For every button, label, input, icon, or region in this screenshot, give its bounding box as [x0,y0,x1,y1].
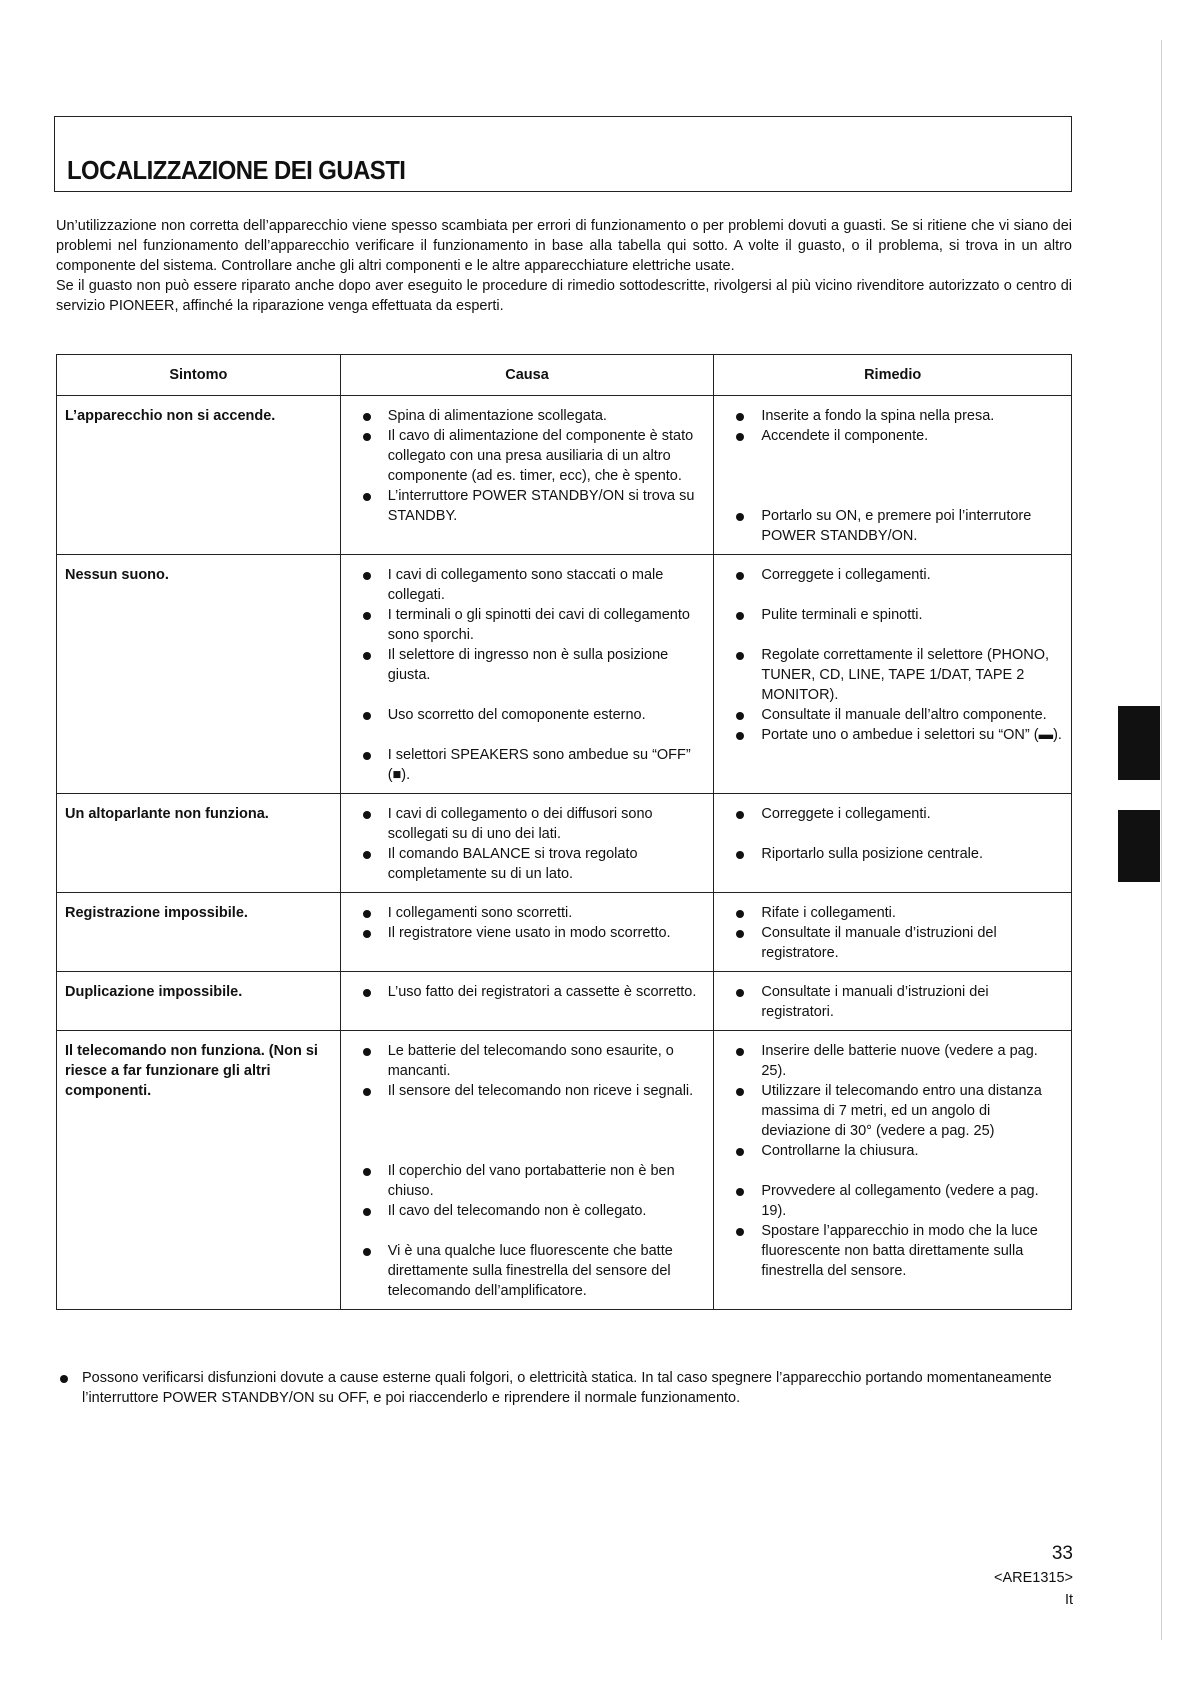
cause-item: Il cavo del telecomando non è collegato. [349,1201,706,1221]
cause-cell [340,555,714,794]
remedy-item: Regolate correttamente il selettore (PHONO, TUNER, CD, LINE, TAPE 1/DAT, TAPE 2 MONITOR). [722,645,1063,705]
table-row [57,396,1072,555]
intro-text [56,216,1072,316]
cause-item: L’interruttore POWER STANDBY/ON si trova su STANDBY. [349,486,706,526]
document-code: <ARE1315> [993,1570,1073,1586]
table-row [57,1031,1072,1310]
cause-item: Le batterie del telecomando sono esaurite, o mancanti. [349,1041,706,1081]
symptom-cell: Registrazione impossibile. [57,893,341,972]
remedy-item: Consultate il manuale d’istruzioni del registratore. [722,923,1063,963]
table-row [57,893,1072,972]
cause-item: I terminali o gli spinotti dei cavi di collegamento sono sporchi. [349,605,706,645]
remedy-cell [714,893,1072,972]
remedy-item: Consultate il manuale dell’altro componente. [722,705,1063,725]
remedy-item: Utilizzare il telecomando entro una distanza massima di 7 metri, ed un angolo di deviazione di 30° (vedere a pag. 25) [722,1081,1063,1141]
cause-item: Il registratore viene usato in modo scorretto. [349,923,706,943]
cause-item: Il cavo di alimentazione del componente è stato collegato con una presa ausiliaria di un altro componente (ad es. timer, ecc), che è spento. [349,426,706,486]
remedy-item: Consultate i manuali d’istruzioni dei registratori. [722,982,1063,1022]
remedy-cell [714,1031,1072,1310]
remedy-item: Portarlo su ON, e premere poi l’interrutore POWER STANDBY/ON. [722,506,1063,546]
symptom-cell: Un altoparlante non funziona. [57,794,341,893]
cause-item: I selettori SPEAKERS sono ambedue su “OFF” (■). [349,745,706,785]
page-title: LOCALIZZAZIONE DEI GUASTI [67,155,406,185]
cause-item: Il coperchio del vano portabatterie non è ben chiuso. [349,1161,706,1201]
footer-note: Possono verificarsi disfunzioni dovute a cause esterne quali folgori, o elettricità statica. In tal caso spegnere l’apparecchio portando momentaneamente l’interruttore POWER STANDBY/ON su OFF, e poi riaccenderlo e riprendere il normale funzionamento. [56,1368,1072,1408]
remedy-item: Provvedere al collegamento (vedere a pag. 19). [722,1181,1063,1221]
table-row [57,794,1072,893]
symptom-cell: L’apparecchio non si accende. [57,396,341,555]
table-row [57,972,1072,1031]
header-sintomo: Sintomo [57,355,341,396]
cause-cell [340,396,714,555]
cause-item: L’uso fatto dei registratori a cassette è scorretto. [349,982,706,1002]
remedy-item: Riportarlo sulla posizione centrale. [722,844,1063,864]
cause-item: Spina di alimentazione scollegata. [349,406,706,426]
remedy-item: Rifate i collegamenti. [722,903,1063,923]
symptom-cell: Duplicazione impossibile. [57,972,341,1031]
remedy-item: Inserite a fondo la spina nella presa. [722,406,1063,426]
header-rimedio: Rimedio [714,355,1072,396]
remedy-item: Spostare l’apparecchio in modo che la luce fluorescente non batta direttamente sulla finestrella del sensore. [722,1221,1063,1281]
remedy-item: Pulite terminali e spinotti. [722,605,1063,625]
header-causa: Causa [340,355,714,396]
remedy-item: Portate uno o ambedue i selettori su “ON” (▬). [722,725,1063,745]
table-header-row [57,355,1072,396]
remedy-item: Inserire delle batterie nuove (vedere a pag. 25). [722,1041,1063,1081]
cause-item: I collegamenti sono scorretti. [349,903,706,923]
page-number: 33 [1051,1543,1073,1564]
symptom-cell: Nessun suono. [57,555,341,794]
cause-item: I cavi di collegamento o dei diffusori sono scollegati su di uno dei lati. [349,804,706,844]
cause-cell [340,794,714,893]
remedy-cell [714,396,1072,555]
language-code: It [1064,1592,1073,1608]
remedy-cell [714,972,1072,1031]
symptom-cell: Il telecomando non funziona. (Non si riesce a far funzionare gli altri componenti. [57,1031,341,1310]
remedy-item: Controllarne la chiusura. [722,1141,1063,1161]
cause-cell [340,1031,714,1310]
cause-item: Il selettore di ingresso non è sulla posizione giusta. [349,645,706,685]
table-row [57,555,1072,794]
edge-tab-marker [1118,810,1160,882]
cause-item: Uso scorretto del comoponente esterno. [349,705,706,725]
intro-paragraph-2: Se il guasto non può essere riparato anche dopo aver eseguito le procedure di rimedio sottodescritte, rivolgersi al più vicino rivenditore autorizzato o centro di servizio PIONEER, affinché la riparazione venga effettuata da esperti. [56,278,1072,314]
remedy-cell [714,794,1072,893]
remedy-item: Correggete i collegamenti. [722,565,1063,585]
remedy-cell [714,555,1072,794]
title-box [54,116,1072,192]
cause-item: Il comando BALANCE si trova regolato completamente su di un lato. [349,844,706,884]
cause-cell [340,893,714,972]
remedy-item: Accendete il componente. [722,426,1063,446]
cause-item: I cavi di collegamento sono staccati o male collegati. [349,565,706,605]
remedy-item: Correggete i collegamenti. [722,804,1063,824]
cause-cell [340,972,714,1031]
page-edge-line [1161,40,1162,1640]
cause-item: Vi è una qualche luce fluorescente che batte direttamente sulla finestrella del sensore del telecomando dell’amplificatore. [349,1241,706,1301]
edge-tab-marker [1118,706,1160,780]
troubleshooting-table [56,354,1072,1310]
cause-item: Il sensore del telecomando non riceve i segnali. [349,1081,706,1101]
intro-paragraph-1: Un’utilizzazione non corretta dell’apparecchio viene spesso scambiata per errori di funzionamento o per problemi dovuti a guasti. Se si ritiene che vi siano dei problemi nel funzionamento dell’apparecchio verificare il funzionamento in base alla tabella qui sotto. A volte il guasto, o il problema, si trova in un altro componente del sistema. Controllare anche gli altri componenti e le altre apparecchiature elettriche usate. [56,218,1072,274]
